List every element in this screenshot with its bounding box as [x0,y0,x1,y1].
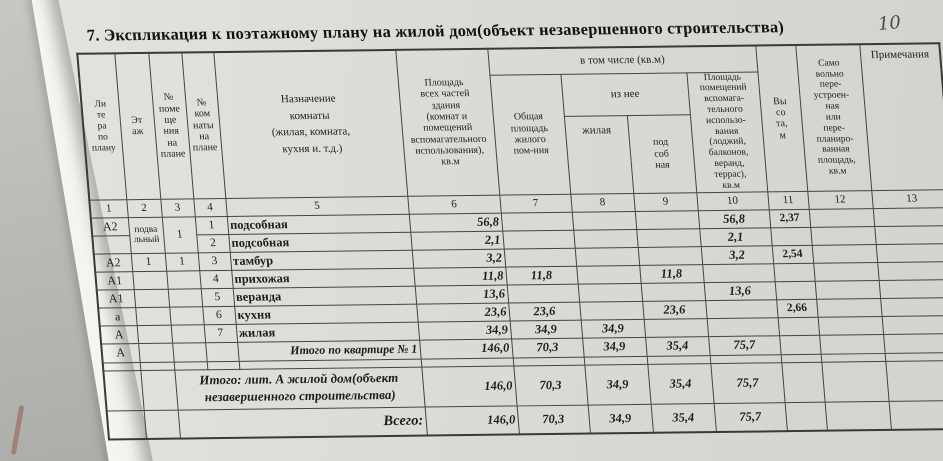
cell-unauthorized [816,298,881,317]
cell-unauthorized [819,334,885,354]
col-number: 1 [89,199,127,217]
header-height: Вы со та, м [755,45,807,191]
cell-height [775,281,816,299]
cell-purpose: прихожая [231,268,414,288]
cell-aux: 13,6 [704,281,777,300]
cell-litera: А [100,325,138,343]
col-number: 2 [126,199,161,217]
cell-height: 2,54 [772,245,813,263]
cell-premise-no [168,288,202,306]
cell-aux [707,317,780,336]
cell-purpose: кухня [234,304,417,324]
col-number: 8 [570,193,634,212]
col-number: 6 [407,195,500,214]
cell-utility [638,246,702,265]
cell-total: 146,0 [425,406,519,436]
cell-utility [636,228,700,247]
cell-litera: А1 [97,289,135,307]
cell-litera [92,235,130,253]
cell-living-total [504,248,576,267]
header-purpose: Назначение комнаты (жилая, комната, кухня и. т.д.) [213,50,407,198]
cell-room-no: 5 [201,288,234,306]
grand-total-label: Всего: [178,407,427,439]
cell-living [579,301,643,320]
cell-room-no: 6 [202,306,235,324]
cell-height [770,227,811,245]
cell-room-no: 1 [195,216,228,234]
header-living-total: Общая площадь жилого пом-ния [489,74,570,195]
cell-purpose: жилая [236,322,419,342]
cell-living: 34,9 [582,337,647,357]
cell-litera [103,370,143,410]
cell-total: 23,6 [416,303,509,322]
cell-floor [140,370,177,410]
header-unauthorized: Само вольно пере- устроен- ная или пере- планиро- ванная площадь, кв.м [795,44,871,191]
col-number: 7 [499,194,571,213]
cell-aux: 56,8 [698,209,771,228]
cell-room-no [205,342,239,361]
cell-utility: 35,4 [645,336,710,356]
cell-living-total [507,284,579,303]
cell-premise-no [172,342,207,361]
cell-living-total: 70,3 [511,338,584,358]
cell-living-total [501,212,573,231]
explication-table [76,42,943,440]
cell-unauthorized [812,244,877,263]
cell-premise-no [166,270,200,288]
cell-living [572,211,636,230]
cell-living: 34,9 [584,364,650,405]
cell-notes [889,400,943,430]
cell-premise-no [169,306,203,324]
cell-purpose: подсобная [227,214,410,234]
cell-floor [134,289,169,307]
cell-living: 34,9 [588,404,653,434]
cell-total: 56,8 [409,213,502,232]
cell-living-total [502,230,574,249]
cell-height [781,362,824,402]
cell-floor [137,325,172,343]
cell-aux: 75,7 [708,335,781,355]
cell-unauthorized [815,280,880,299]
cell-notes [877,261,943,280]
cell-unauthorized [809,208,874,227]
cell-notes [873,207,943,226]
cell-aux [702,263,775,282]
cell-unauthorized [813,262,878,281]
header-litera: Ли те ра по плану [77,53,126,199]
cell-utility [644,318,708,337]
col-number: 4 [193,198,226,216]
cell-living [576,265,640,284]
col-number: 3 [160,198,194,216]
cell-living-total: 70,3 [517,405,590,435]
col-number: 12 [807,190,872,209]
cell-living [573,229,637,248]
cell-living-total: 11,8 [505,266,577,285]
cell-unauthorized [825,401,891,431]
cell-notes [879,279,943,298]
cell-room-no: 2 [196,234,229,252]
cell-utility: 11,8 [639,264,703,283]
header-aux-area: Площадь помещений вспомага- тельного использо- вания (лоджий, балконов, веранд, террас), кв.м [686,71,767,192]
header-utility: под соб ная [627,115,696,193]
document-title: 7. Экспликация к поэтажному плану на жилой дом(объект незавершенного строительства) [85,17,785,45]
handwritten-page-number: 10 [877,12,902,35]
cell-litera: а [98,307,136,325]
header-notes: Примечания [859,43,943,190]
cell-floor [132,271,167,289]
red-page-edge [11,405,25,455]
cell-living-total: 34,9 [510,320,582,339]
cell-notes [882,315,943,334]
subtotal-flat-label: Итого по квартире № 1 [237,340,421,361]
header-total-area: Площадь всех частей здания (комнат и помещений вспомагательного использования), кв.м [395,49,499,196]
cell-litera: А2 [91,217,129,235]
cell-total: 146,0 [419,339,513,359]
cell-premise-no: 1 [165,252,199,270]
cell-utility: 35,4 [647,363,713,404]
cell-living [575,247,639,266]
cell-total: 146,0 [421,366,516,407]
cell-purpose: тамбур [230,250,413,270]
cell-unauthorized [821,361,888,402]
cell-litera: А2 [94,253,132,271]
cell-floor: подва льный [128,217,165,253]
cell-height: 2,37 [769,209,810,227]
cell-notes [876,243,943,262]
cell-aux: 3,2 [701,245,774,264]
cell-aux: 2,1 [699,227,772,246]
header-living: жилая [564,116,633,194]
cell-living: 34,9 [581,319,645,338]
cell-utility [641,282,705,301]
cell-unauthorized [810,226,875,245]
cell-litera: А1 [95,271,133,289]
header-including: в том числе (кв.м) [487,46,757,75]
col-number: 5 [225,196,408,216]
cell-premise-no [171,324,205,342]
cell-floor [135,307,170,325]
cell-floor [144,410,180,439]
cell-utility: 35,4 [651,403,716,433]
cell-floor [138,343,174,362]
col-number: 13 [871,189,943,208]
cell-floor: 1 [131,253,166,271]
cell-height [778,317,819,335]
cell-total: 34,9 [418,321,511,340]
cell-total: 2,1 [410,231,503,250]
sheet-content [60,15,943,441]
cell-notes [880,297,943,316]
subtotal-litera-label: Итого: лит. А жилой дом(объект незавершенного строительства) [174,367,424,410]
cell-aux [705,299,778,318]
cell-unauthorized [818,316,883,335]
cell-room-no: 3 [198,252,231,270]
cell-litera [107,410,146,439]
header-room-no: № ком наты на плане [181,52,225,198]
col-number: 9 [633,192,697,211]
cell-living-total: 23,6 [508,302,580,321]
cell-premise-no: 1 [162,216,198,252]
col-number: 11 [767,191,808,209]
cell-utility: 23,6 [642,300,706,319]
cell-room-no: 7 [204,324,237,342]
cell-living [578,283,642,302]
cell-height [785,402,827,431]
header-floor: Эт аж [114,53,160,199]
cell-room-no: 4 [199,270,232,288]
cell-living-total: 70,3 [513,365,587,406]
header-premise-no: № поме ще ния на плане [148,53,193,199]
header-of-it: из нее [560,72,689,116]
cell-height [779,335,821,354]
cell-utility [635,210,699,229]
cell-height [773,263,814,281]
cell-notes [874,225,943,244]
cell-notes [885,360,943,401]
cell-aux: 75,7 [714,402,787,432]
cell-aux: 75,7 [710,362,784,403]
cell-height: 2,66 [776,299,817,317]
cell-total: 11,8 [413,267,506,286]
cell-litera: А [101,343,140,362]
cell-total: 13,6 [415,285,508,304]
cell-purpose: подсобная [228,232,411,252]
cell-purpose: веранда [233,286,416,306]
col-number: 10 [696,191,769,210]
cell-notes [883,333,943,353]
cell-total: 3,2 [412,249,505,268]
